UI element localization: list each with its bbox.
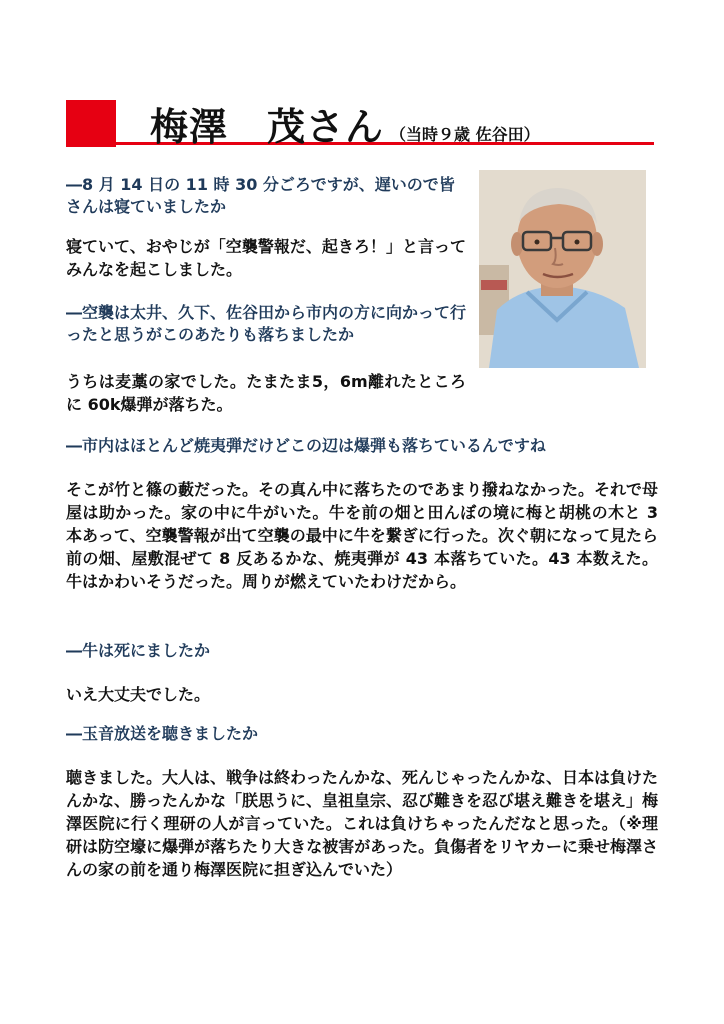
answer-1: 寝ていて、おやじが「空襲警報だ、起きろ！」と言ってみんなを起こしました。 [66, 237, 466, 279]
answer-3: そこが竹と篠の藪だった。その真ん中に落ちたのであまり撥ねなかった。それで母屋は助かった。家の中に牛がいた。牛を前の畑と田んぼの境に梅と胡桃の木と 3 本あって、空襲警報が出て空襲の最中に牛を繋ぎに行った。次ぐ朝になって見たら前の畑、屋敷混ぜて 8 反あるかな、焼夷弾が 43 本落ちていた。43 本数えた。牛はかわいそうだった。周りが燃えていたわけだから。 [66, 480, 659, 591]
answer-4: いえ大丈夫でした。 [66, 685, 211, 704]
interviewee-name: 梅澤 茂さん [150, 105, 385, 149]
question-4: ―牛は死にましたか [66, 641, 211, 660]
question-2: ―空襲は太井、久下、佐谷田から市内の方に向かって行ったと思うがこのあたりも落ちましたか [66, 303, 467, 344]
answer-5: 聴きました。大人は、戦争は終わったんかな、死んじゃったんかな、日本は負けたんかな、勝ったんかな「朕思うに、皇祖皇宗、忍び難きを忍び堪え難きを堪え」梅澤医院に行く理研の人が言っていた。これは負けちゃったんだなと思った。（※理研は防空壕に爆弾が落ちたり大きな被害があった。負傷者をリヤカーに乗せ梅澤さんの家の前を通り梅澤医院に担ぎ込んでいた） [66, 768, 659, 879]
header-accent-block [66, 100, 116, 147]
elderly-man-portrait-icon [479, 170, 646, 368]
question-3: ―市内はほとんど焼夷弾だけどこの辺は爆弾も落ちているんですね [66, 436, 546, 455]
page-title [150, 96, 540, 149]
question-1: ―8 月 14 日の 11 時 30 分ごろですが、遅いので皆さんは寝ていましたか [66, 175, 455, 216]
interviewee-subtitle: （当時９歳 佐谷田） [390, 125, 540, 144]
interviewee-photo [479, 170, 646, 368]
question-5: ―玉音放送を聴きましたか [66, 724, 259, 743]
answer-2: うちは麦藁の家でした。たまたま5，6m離れたところに 60k爆弾が落ちた。 [66, 372, 466, 414]
